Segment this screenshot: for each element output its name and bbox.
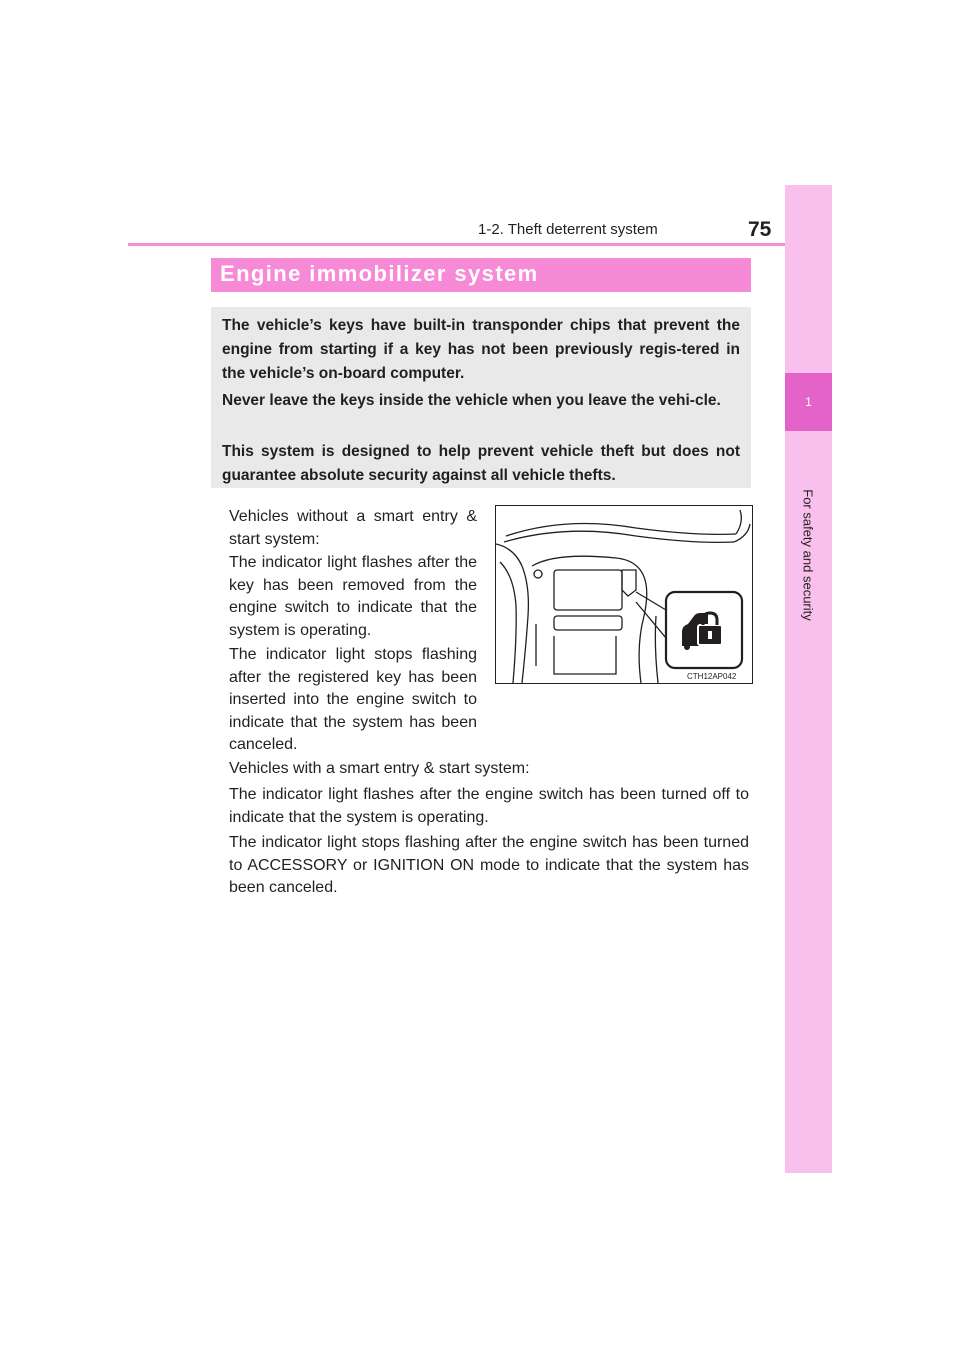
page-number: 75 (748, 218, 772, 241)
intro-paragraph: The vehicle’s keys have built-in transponder chips that prevent the engine from starting if a key has not been previously regis-tered in the vehicle’s on-board computer. (222, 317, 740, 382)
intro-box (211, 307, 751, 488)
smart-entry-para2: The indicator light stops flashing after the engine switch has been turned to ACCESSORY or IGNITION ON mode to indicate that the system has been canceled. (229, 834, 749, 897)
chapter-label: For safety and security (800, 489, 816, 621)
dashboard-figure (495, 505, 753, 684)
header-rule (128, 243, 832, 246)
figure-code: CTH12AP042 (687, 672, 737, 681)
smart-entry-para1: The indicator light flashes after the engine switch has been turned off to indicate that the system is operating. (229, 786, 749, 826)
smart-entry-title: Vehicles with a smart entry & start system: (229, 760, 530, 777)
intro-paragraph: This system is designed to help prevent vehicle theft but does not guarantee absolute security against all vehicle thefts. (222, 443, 740, 484)
dashboard-illustration (496, 506, 752, 683)
no-smart-entry-title: Vehicles without a smart entry & start system: (229, 508, 477, 548)
section-heading: Engine immobilizer system (220, 261, 539, 286)
intro-paragraph: Never leave the keys inside the vehicle when you leave the vehi-cle. (222, 392, 721, 409)
chapter-label-container (776, 489, 840, 621)
section-title: 1-2. Theft deterrent system (478, 221, 658, 238)
chapter-number-tab (785, 373, 832, 431)
chapter-number: 1 (805, 395, 812, 409)
no-smart-entry-para2: The indicator light stops flashing after the registered key has been inserted into the engine switch to indicate that the system has been canceled. (229, 646, 477, 754)
no-smart-entry-para1: The indicator light flashes after the key has been removed from the engine switch to indicate that the system is operating. (229, 554, 477, 639)
section-heading-bar (211, 258, 751, 292)
chapter-side-tab (785, 185, 832, 1173)
